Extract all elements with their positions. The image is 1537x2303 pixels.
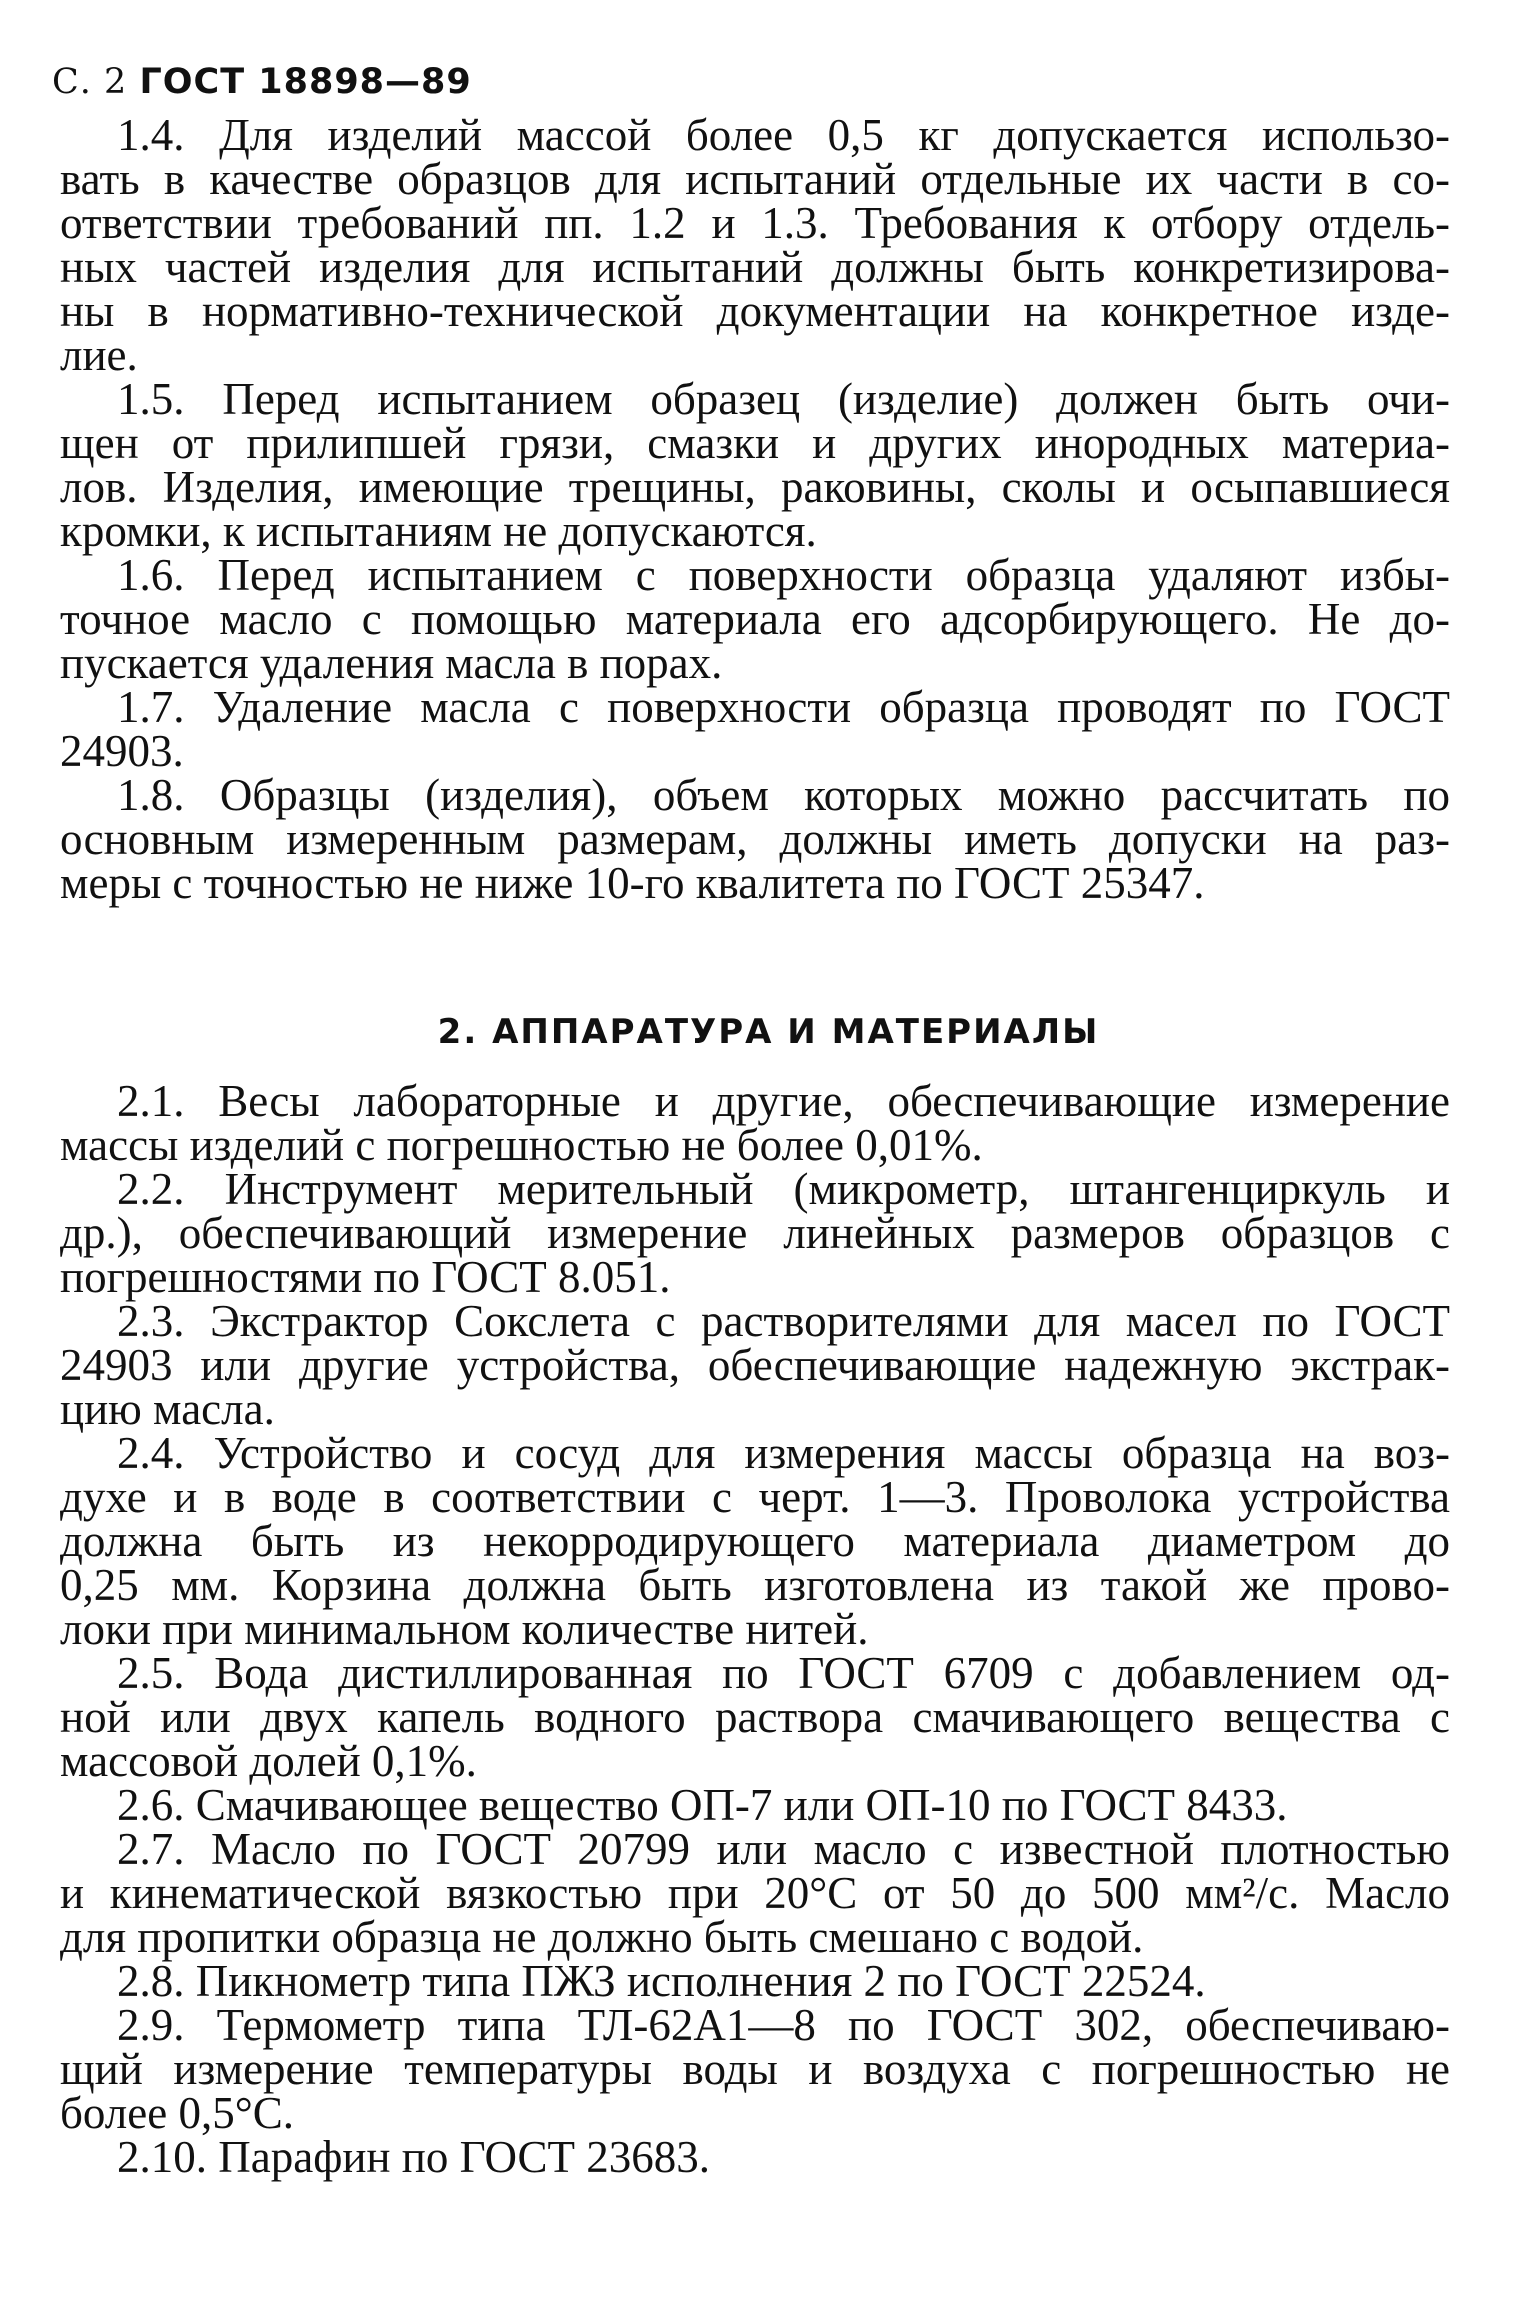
paragraph-1-8-line: 1.8. Образцы (изделия), объем которых можно рассчитать по [117,770,1450,820]
paragraph-2-9-line: 2.9. Термометр типа ТЛ-62А1—8 по ГОСТ 302, обеспечиваю- [117,2000,1450,2050]
paragraph-2-3-line: цию масла. [60,1384,275,1434]
paragraph-2-4-line: должна быть из некорродирующего материала диаметром до [60,1516,1450,1566]
paragraph-2-2-line: 2.2. Инструмент мерительный (микрометр, штангенциркуль и [117,1164,1450,1214]
page-number: С. 2 [52,62,128,102]
paragraph-1-5-line: кромки, к испытаниям не допускаются. [60,506,817,556]
paragraph-2-5-line: массовой долей 0,1%. [60,1736,477,1786]
paragraph-1-8-line: основным измеренным размерам, должны иметь допуски на раз- [60,814,1450,864]
paragraph-2-9-line: щий измерение температуры воды и воздуха с погрешностью не [60,2044,1450,2094]
paragraph-2-7-line: и кинематической вязкостью при 20°С от 50 до 500 мм²/с. Масло [60,1868,1450,1918]
paragraph-2-2-line: др.), обеспечивающий измерение линейных размеров образцов с [60,1208,1450,1258]
paragraph-1-5-line: щен от прилипшей грязи, смазки и других инородных материа- [60,418,1450,468]
paragraph-1-4-line: лие. [60,330,138,380]
paragraph-2-1-line: массы изделий с погрешностью не более 0,01%. [60,1120,983,1170]
paragraph-2-3-line: 2.3. Экстрактор Сокслета с растворителями для масел по ГОСТ [117,1296,1450,1346]
paragraph-2-4-line: локи при минимальном количестве нитей. [60,1604,869,1654]
paragraph-2-7-line: для пропитки образца не должно быть смешано с водой. [60,1912,1144,1962]
paragraph-1-6-line: пускается удаления масла в порах. [60,638,723,688]
paragraph-1-5-line: лов. Изделия, имеющие трещины, раковины, сколы и осыпавшиеся [60,462,1450,512]
paragraph-2-7-line: 2.7. Масло по ГОСТ 20799 или масло с известной плотностью [117,1824,1450,1874]
paragraph-1-4-line: 1.4. Для изделий массой более 0,5 кг допускается использо- [117,110,1450,160]
paragraph-1-6-line: точное масло с помощью материала его адсорбирующего. Не до- [60,594,1450,644]
paragraph-1-4-line: ных частей изделия для испытаний должны быть конкретизирова- [60,242,1450,292]
section-heading: 2. АППАРАТУРА И МАТЕРИАЛЫ [437,1012,1100,1052]
paragraph-2-3-line: 24903 или другие устройства, обеспечивающие надежную экстрак- [60,1340,1450,1390]
paragraph-1-5-line: 1.5. Перед испытанием образец (изделие) должен быть очи- [117,374,1450,424]
paragraph-1-8-line: меры с точностью не ниже 10-го квалитета по ГОСТ 25347. [60,858,1205,908]
standard-number: ГОСТ 18898—89 [139,62,472,102]
paragraph-2-8-line: 2.8. Пикнометр типа ПЖЗ исполнения 2 по ГОСТ 22524. [117,1956,1206,2006]
paragraph-1-4-line: ответствии требований пп. 1.2 и 1.3. Требования к отбору отдель- [60,198,1450,248]
paragraph-1-7-line: 1.7. Удаление масла с поверхности образца проводят по ГОСТ [117,682,1450,732]
paragraph-2-10-line: 2.10. Парафин по ГОСТ 23683. [117,2132,711,2182]
paragraph-1-4-line: ны в нормативно-технической документации на конкретное изде- [60,286,1450,336]
paragraph-2-2-line: погрешностями по ГОСТ 8.051. [60,1252,671,1302]
paragraph-2-5-line: ной или двух капель водного раствора смачивающего вещества с [60,1692,1450,1742]
paragraph-2-4-line: духе и в воде в соответствии с черт. 1—3. Проволока устройства [60,1472,1450,1522]
paragraph-2-9-line: более 0,5°С. [60,2088,294,2138]
paragraph-1-6-line: 1.6. Перед испытанием с поверхности образца удаляют избы- [117,550,1450,600]
paragraph-1-7-line: 24903. [60,726,184,776]
paragraph-2-5-line: 2.5. Вода дистиллированная по ГОСТ 6709 с добавлением од- [117,1648,1450,1698]
paragraph-2-1-line: 2.1. Весы лабораторные и другие, обеспечивающие измерение [117,1076,1450,1126]
paragraph-2-4-line: 0,25 мм. Корзина должна быть изготовлена из такой же прово- [60,1560,1450,1610]
page-header [52,62,472,102]
paragraph-1-4-line: вать в качестве образцов для испытаний отдельные их части в со- [60,154,1450,204]
paragraph-2-6-line: 2.6. Смачивающее вещество ОП-7 или ОП-10 по ГОСТ 8433. [117,1780,1288,1830]
paragraph-2-4-line: 2.4. Устройство и сосуд для измерения массы образца на воз- [117,1428,1450,1478]
